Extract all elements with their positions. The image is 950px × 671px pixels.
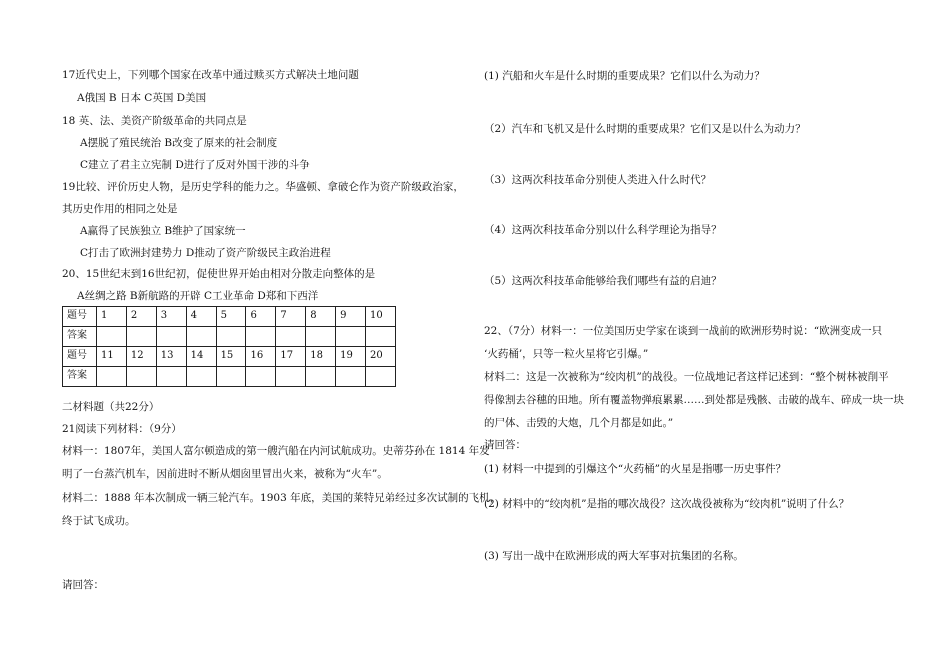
question-22-sub-3: (3) 写出一战中在欧洲形成的两大军事对抗集团的名称。 [484,550,744,562]
question-17-options: A俄国 B 日本 C英国 D美国 [77,92,207,104]
question-number-cell: 15 [216,347,246,367]
answer-cell[interactable] [97,367,127,387]
question-number-cell: 3 [156,307,186,327]
answer-cell[interactable] [336,367,366,387]
answer-cell[interactable] [156,327,186,347]
answer-cell[interactable] [156,367,186,387]
q22-material-2-line-3: 的尸体、击毁的大炮，几个月都是如此。” [484,417,674,429]
q22-material-2-line-1: 材料二：这是一次被称为“绞肉机”的战役。一位战地记者这样记述到：“整个树林被削平 [484,371,889,383]
question-21-sub-5: （5）这两次科技革命能够给我们哪些有益的启迪？ [484,275,722,287]
answer-table [62,306,396,387]
answer-cell[interactable] [246,367,276,387]
answer-cell[interactable] [126,327,156,347]
question-number-cell: 4 [186,307,216,327]
question-21-sub-2: （2）汽车和飞机又是什么时期的重要成果？它们又是以什么为动力？ [484,123,806,135]
answer-cell[interactable] [306,367,336,387]
table-row [63,327,396,347]
question-number-cell: 14 [186,347,216,367]
row-label-answer: 答案 [63,327,97,347]
material-2-line-2: 终于试飞成功。 [62,515,136,527]
question-number-cell: 2 [126,307,156,327]
answer-cell[interactable] [366,327,396,347]
answer-cell[interactable] [366,367,396,387]
table-row [63,307,396,327]
please-answer-label: 请回答： [62,579,104,591]
question-22-sub-2: (2) 材料中的“绞肉机”是指的哪次战役？这次战役被称为“绞肉机”说明了什么？ [484,498,850,510]
question-number-cell: 5 [216,307,246,327]
question-number-cell: 18 [306,347,336,367]
question-22-line-2: ‘火药桶’，只等一粒火星将它引爆。” [484,348,649,360]
question-19-options-ab: A赢得了民族独立 B维护了国家统一 [80,225,246,237]
question-number-cell: 6 [246,307,276,327]
question-number-cell: 1 [97,307,127,327]
row-label-number: 题号 [63,347,97,367]
row-label-answer: 答案 [63,367,97,387]
question-22-line-1: 22、（7分）材料一：一位美国历史学家在谈到一战前的欧洲形势时说：“欧洲变成一只 [484,325,883,337]
question-19-line-2: 其历史作用的相同之处是 [62,203,178,215]
question-number-cell: 17 [276,347,306,367]
question-number-cell: 7 [276,307,306,327]
question-21: 21阅读下列材料：（9分） [62,423,182,435]
question-21-sub-3: （3）这两次科技革命分别使人类进入什么时代？ [484,174,712,186]
material-2-line-1: 材料二：1888 年本次制成一辆三轮汽车。1903 年底，美国的莱特兄弟经过多次试制的飞机， [62,492,501,504]
question-19-options-cd: C打击了欧洲封建势力 D推动了资产阶级民主政治进程 [80,247,331,259]
question-18-options-cd: C建立了君主立宪制 D进行了反对外国干涉的斗争 [80,159,310,171]
answer-cell[interactable] [126,367,156,387]
answer-cell[interactable] [97,327,127,347]
material-1-line-2: 明了一台蒸汽机车，因前进时不断从烟囱里冒出火来，被称为“火车”。 [62,468,388,480]
question-21-sub-4: （4）这两次科技革命分别以什么科学理论为指导？ [484,224,722,236]
answer-cell[interactable] [246,327,276,347]
answer-cell[interactable] [186,367,216,387]
question-number-cell: 9 [336,307,366,327]
question-22-sub-1: (1) 材料一中提到的引爆这个“火药桶”的火星是指哪一历史事件？ [484,463,786,475]
question-20: 20、15世纪末到16世纪初，促使世界开始由相对分散走向整体的是 [62,268,376,280]
question-number-cell: 11 [97,347,127,367]
question-number-cell: 16 [246,347,276,367]
question-number-cell: 20 [366,347,396,367]
row-label-number: 题号 [63,307,97,327]
table-row [63,347,396,367]
question-21-sub-1: (1) 汽船和火车是什么时期的重要成果？它们以什么为动力？ [484,70,765,82]
question-17: 17近代史上，下列哪个国家在改革中通过赎买方式解决土地问题 [62,69,359,81]
table-row [63,367,396,387]
question-18: 18 英、法、美资产阶级革命的共同点是 [62,115,247,127]
section-2-heading: 二材料题（共22分） [62,401,160,413]
question-20-options: A丝绸之路 B新航路的开辟 C工业革命 D郑和下西洋 [77,290,319,302]
answer-cell[interactable] [306,327,336,347]
q22-material-2-line-2: 得像割去谷穗的田地。所有覆盖物弹痕累累……到处都是残骸、击破的战车、碎成一块一块 [484,394,904,406]
answer-cell[interactable] [216,327,246,347]
question-number-cell: 8 [306,307,336,327]
question-number-cell: 12 [126,347,156,367]
material-1-line-1: 材料一：1807年，美国人富尔顿造成的第一艘汽船在内河试航成功。史蒂芬孙在 1814 年发 [62,445,490,457]
question-number-cell: 10 [366,307,396,327]
question-number-cell: 13 [156,347,186,367]
answer-cell[interactable] [336,327,366,347]
question-18-options-ab: A摆脱了殖民统治 B改变了原来的社会制度 [80,137,278,149]
question-number-cell: 19 [336,347,366,367]
answer-cell[interactable] [276,327,306,347]
answer-cell[interactable] [186,327,216,347]
answer-cell[interactable] [216,367,246,387]
question-19-line-1: 19比较、评价历史人物，是历史学科的能力之。华盛顿、拿破仑作为资产阶级政治家， [62,181,464,193]
please-answer-label: 请回答： [484,439,526,451]
answer-cell[interactable] [276,367,306,387]
